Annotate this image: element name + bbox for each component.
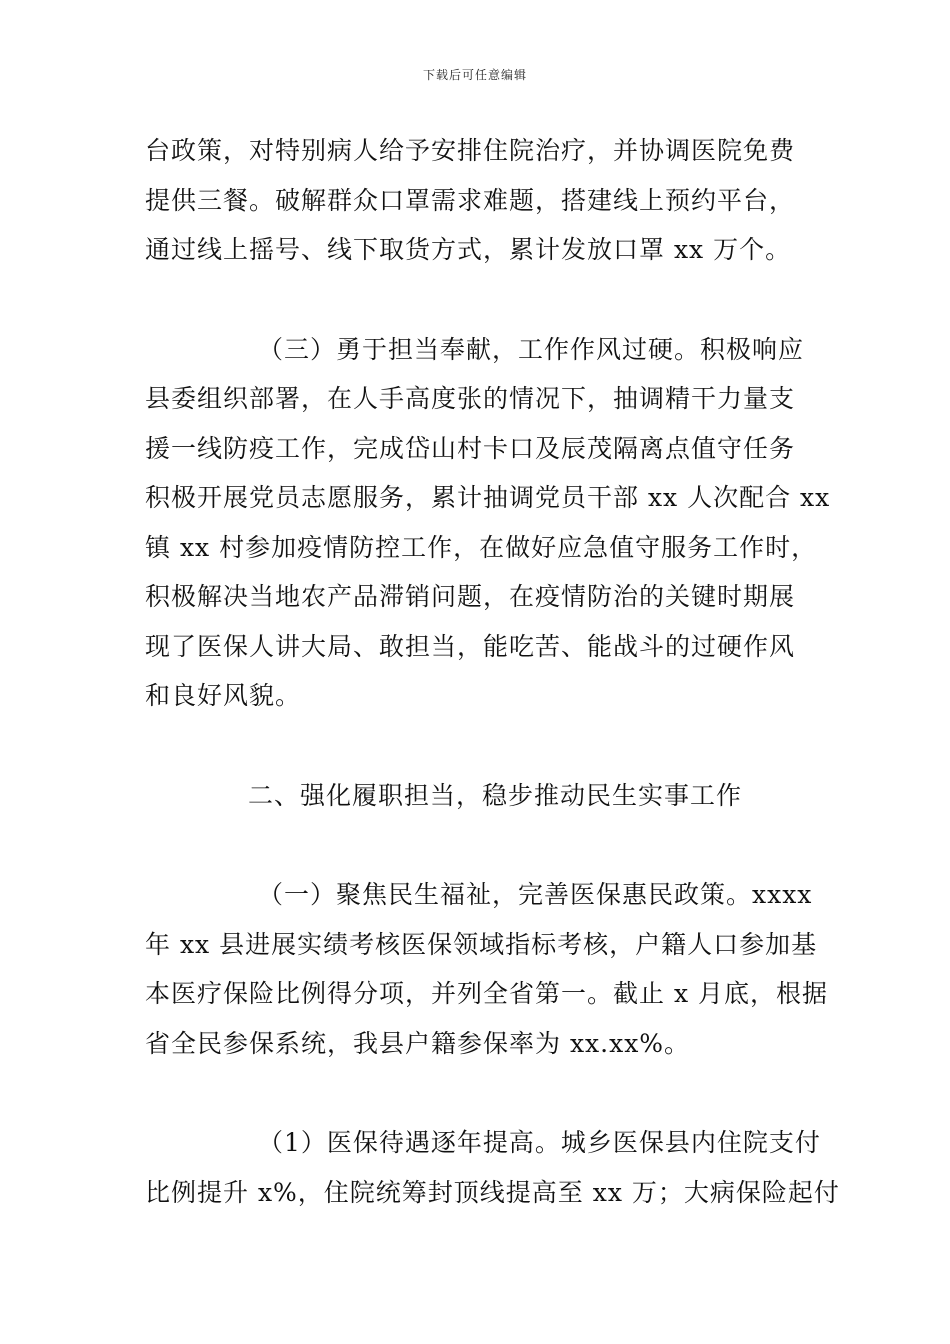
section-heading: 二、强化履职担当，稳步推动民生实事工作 [248,781,743,810]
text-line: 年 xx 县进展实绩考核医保领域指标考核，户籍人口参加基 [145,930,818,959]
text-line: 和良好风貌。 [145,681,302,710]
text-line: 提供三餐。破解群众口罩需求难题，搭建线上预约平台， [145,186,796,215]
text-line: 本医疗保险比例得分项，并列全省第一。截止 x 月底，根据 [145,979,828,1008]
text-line: 积极开展党员志愿服务，累计抽调党员干部 xx 人次配合 xx [145,483,831,512]
text-line: 现了医保人讲大局、敢担当，能吃苦、能战斗的过硬作风 [145,632,796,661]
text-line: 台政策，对特别病人给予安排住院治疗，并协调医院免费 [145,136,796,165]
text-line: 援一线防疫工作，完成岱山村卡口及辰茂隔离点值守任务 [145,434,796,463]
text-line: （三）勇于担当奉献，工作作风过硬。积极响应 [258,335,805,364]
text-line: 积极解决当地农产品滞销问题，在疫情防治的关键时期展 [145,582,796,611]
text-line: （1）医保待遇逐年提高。城乡医保县内住院支付 [258,1128,821,1157]
text-line: 省全民参保系统，我县户籍参保率为 xx.xx%。 [145,1029,691,1058]
text-line: （一）聚焦民生福祉，完善医保惠民政策。xxxx [258,880,813,909]
header-note: 下载后可任意编辑 [422,68,527,82]
text-line: 县委组织部署，在人手高度张的情况下，抽调精干力量支 [145,384,796,413]
text-line: 比例提升 x%，住院统筹封顶线提高至 xx 万；大病保险起付 [145,1178,840,1207]
text-line: 镇 xx 村参加疫情防控工作，在做好应急值守服务工作时， [145,533,818,562]
text-line: 通过线上摇号、线下取货方式，累计发放口罩 xx 万个。 [145,235,792,264]
